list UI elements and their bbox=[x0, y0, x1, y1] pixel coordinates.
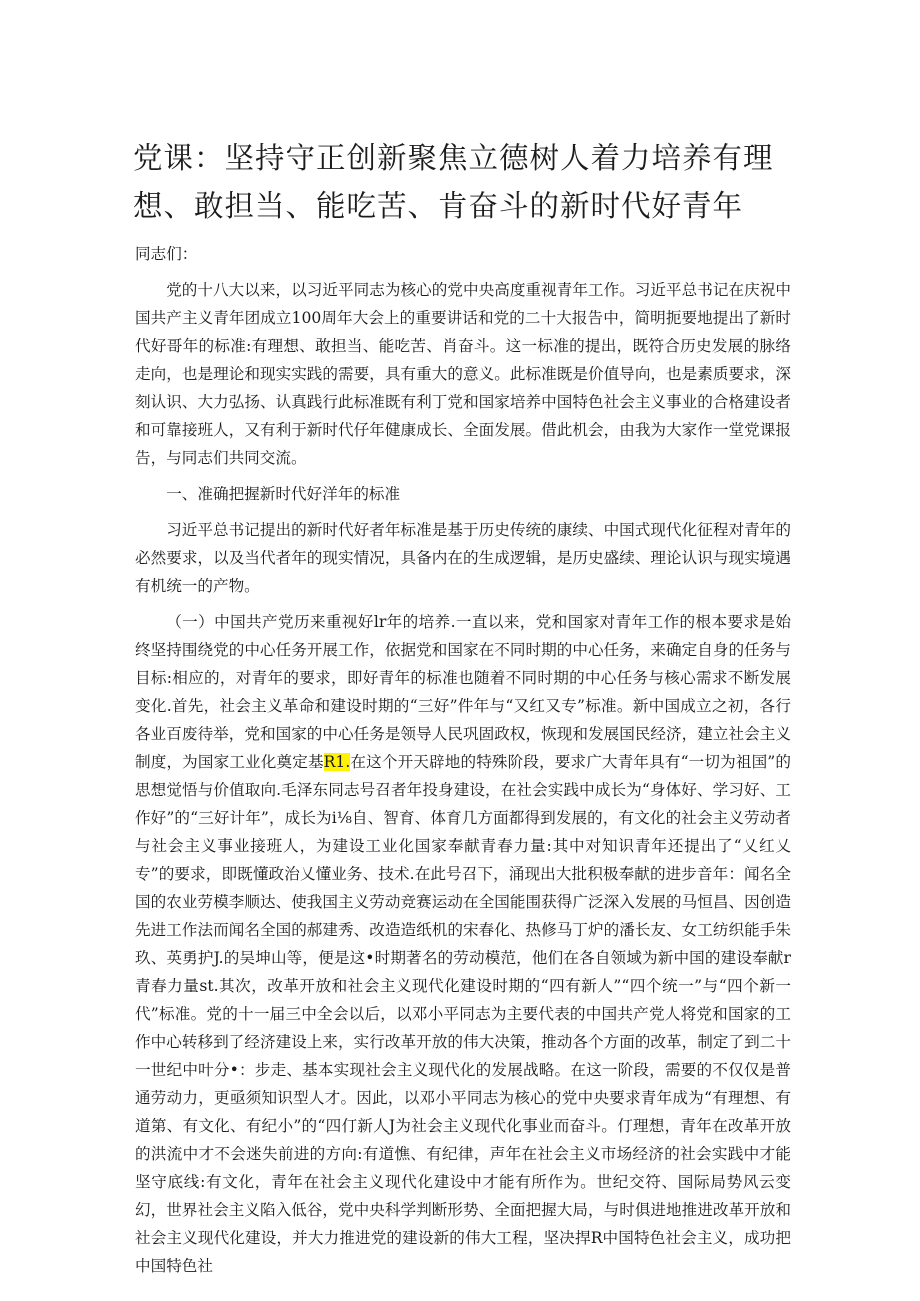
document-body bbox=[135, 240, 791, 1280]
salutation: 同志们： bbox=[135, 245, 198, 263]
paragraph-party-youth-history bbox=[135, 608, 791, 1280]
paragraph-text-part-1: （一）中国共产党历来重视好lr年的培养.一直以来，党和国家对青年工作的根本要求是始终坚持围绕党的中心任务开展工作，依据党和国家在不同时期的中心任务，来确定自身的任务与目标:相应的，对青年的要求，即好青年的标准也随着不同时期的中心任务与核心需求不断发展变化.首先，社会主义革命和建设时期的“三好”件年与“又红又专”标准。新中国成立之初，各行各业百废待举，党和国家的中心任务是领导人民巩固政权，恢现和发展国民经济，建立社会主义制度，为国家工业化奠定基 bbox=[135, 613, 791, 771]
section-heading-1: 一、准确把握新时代好洋年的标准 bbox=[166, 485, 401, 503]
paragraph-text-part-2: 在这个开天辟地的特殊阶段，要求广大青年具有“一切为祖国”的思想觉悟与价值取向.毛泽东同志号召者年投身建设，在社会实践中成长为“身体好、学习好、工作好”的“三好计年”，成长为i⅛自、智育、体育几方面都得到发展的，有文化的社会主义劳动者与社会主义事业接班人，为建设工业化国家奉献青春力量:其中对知识青年还提出了“乂红乂专”的要求，即既懂政治乂懂业务、技术.在此号召下，涌现出大批积极奉献的进步音年：闻名全国的农业劳模李顺达、使我国主义劳动竞赛运动在全国能围获得广泛深入发展的马恒昌、因创造先进工作法而闻名全国的郝建秀、改造造纸机的宋春化、热修马丁炉的潘长友、女工纺织能手朱玖、英勇护J.的吴坤山等，便是这•时期著名的劳动模范，他们在各自领域为新中国的建设奉献r青春力量st.其次，改革开放和社会主义现代化建设时期的“四有新人”“四个统一”与“四个新一代”标准。党的十一届三中全会以后，以邓小平同志为主要代表的中国共产党人将党和国家的工作中心转移到了经济建设上来，实行改革开放的伟大决策，推动各个方面的改革，制定了到二十一世纪中叶分•：步走、基本实现社会主义现代化的发展战略。在这一阶段，需要的不仅仅是普通劳动力，更亟须知识型人才。因此，以邓小平同志为核心的党中央要求青年成为“有理想、有道第、有文化、有纪小”的“四仃新人J为社会主义现代化事业而奋斗。仃理想，青年在改革开放的洪流中才不会迷失前进的方向:有道憔、有纪律，声年在社会主义市场经济的社会实践中才能坚守底线:有文化，青年在社会主义现代化建设中才能有所作为。世纪交符、国际局势风云变幻，世界社会主义陷入低谷，党中央科学判断形势、全面把握大局，与时俱进地推进改革开放和社会主义现代化建设，并大力推进党的建设新的伟大工程，坚决捍R中国特色社会主义，成功把中国特色社 bbox=[135, 753, 791, 1275]
paragraph-intro: 党的十八大以来，以习近平同志为核心的党中央高度重视青年工作。习近平总书记在庆祝中国共产主义青年团成立100周年大会上的重要讲话和党的二十大报告中，简明扼要地提出了新时代好哥年的标准:有理想、敢担当、能吃苦、肖奋斗。这一标准的提出，既符合历史发展的脉络走向，也是理论和现实实践的需要，具有重大的意义。此标准既是价值导向，也是素质要求，深刻认识、大力弘扬、认真践行此标准既有利丁党和国家培养中国特色社会主义事业的合格建设者和可靠接班人，又有利于新时代仔年健康成长、全面发展。借此机会，由我为大家作一堂党课报告，与同志们共同交流。 bbox=[135, 281, 791, 467]
document-title: 党课：坚持守正创新聚焦立德树人着力培养有理想、敢担当、能吃苦、肯奋斗的新时代好青年 bbox=[133, 141, 774, 223]
highlighted-text: R1. bbox=[323, 753, 351, 771]
paragraph-standard-overview: 习近平总书记提出的新时代好者年标准是基于历史传统的康续、中国式现代化征程对青年的必然要求，以及当代者年的现实情况，具备内在的生成逻辑，是历史盛续、理论认识与现实境遇有机统一的产物。 bbox=[135, 521, 791, 595]
